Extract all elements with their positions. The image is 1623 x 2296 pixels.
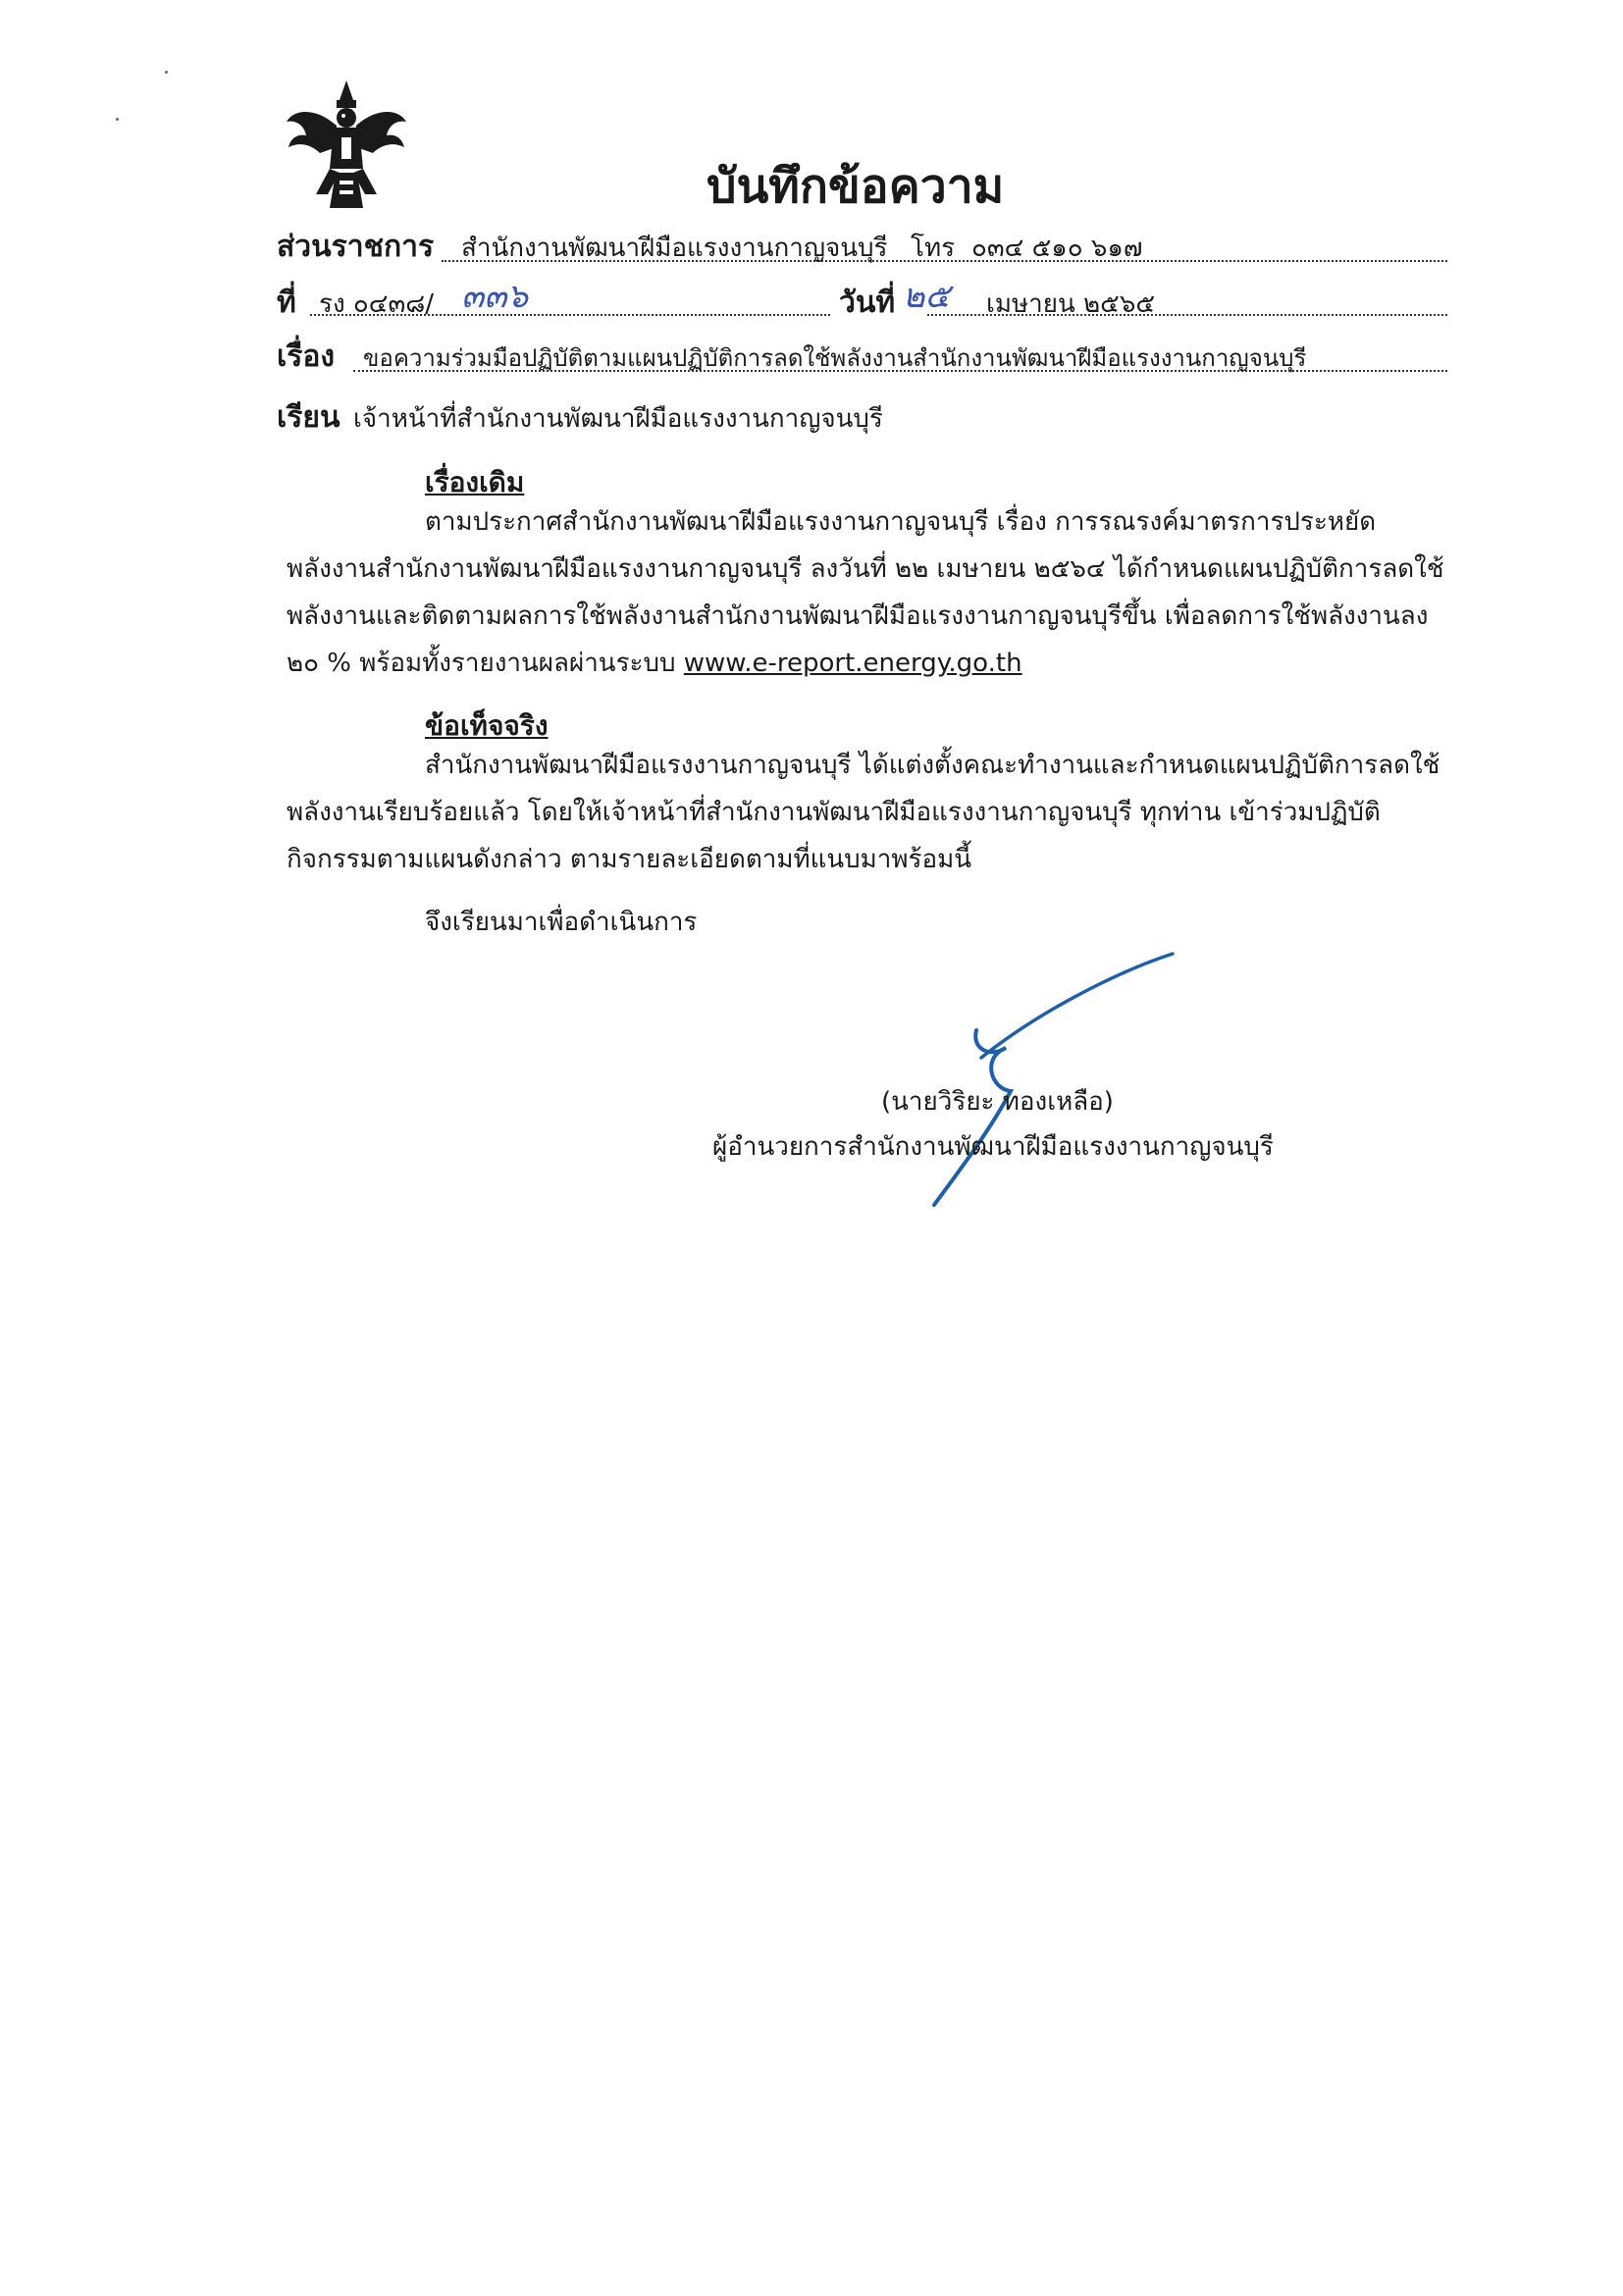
ref-value: รง ๐๔๓๘/ [319,289,435,319]
facts-line-1: สำนักงานพัฒนาฝีมือแรงงานกาญจนบุรี ได้แต่งตั้งคณะทำงานและกำหนดแผนปฏิบัติการลดใช้ [425,751,1440,780]
signature-stroke [844,942,1197,1207]
facts-line-2: พลังงานเรียบร้อยแล้ว โดยให้เจ้าหน้าที่สำนักงานพัฒนาฝีมือแรงงานกาญจนบุรี ทุกท่าน เข้าร่วมปฏิบัติ [287,798,1381,827]
ref-handwritten-number: ๓๓๖ [461,277,529,316]
department-label: ส่วนราชการ [277,230,435,264]
closing-text: จึงเรียนมาเพื่อดำเนินการ [425,908,698,937]
background-line-4-text: ๒๐ % พร้อมทั้งรายงานผลผ่านระบบ [287,649,676,678]
background-line-4 [287,640,1022,687]
subject-label: เรื่อง [277,339,336,374]
background-line-3: พลังงานและติดตามผลการใช้พลังงานสำนักงานพัฒนาฝีมือแรงงานกาญจนบุรีขึ้น เพื่อลดการใช้พลังงานลง [287,601,1429,631]
background-line-2: พลังงานสำนักงานพัฒนาฝีมือแรงงานกาญจนบุรี ลงวันที่ ๒๒ เมษายน ๒๕๖๔ ได้กำหนดแผนปฏิบัติการลดใช้ [287,554,1444,584]
subject-value: ขอความร่วมมือปฏิบัติตามแผนปฏิบัติการลดใช้พลังงานสำนักงานพัฒนาฝีมือแรงงานกาญจนบุรี [363,344,1307,372]
scan-speck [116,118,119,121]
phone-value: ๐๓๔ ๕๑๐ ๖๑๗ [971,234,1143,263]
department-value: สำนักงานพัฒนาฝีมือแรงงานกาญจนบุรี [461,234,888,263]
facts-heading: ข้อเท็จจริง [425,709,549,742]
background-line-1: ตามประกาศสำนักงานพัฒนาฝีมือแรงงานกาญจนบุรี เรื่อง การรณรงค์มาตรการประหยัด [425,507,1377,537]
to-label: เรียน [277,400,340,435]
ref-label: ที่ [277,286,296,320]
signatory-position: ผู้อำนวยการสำนักงานพัฒนาฝีมือแรงงานกาญจนบุรี [712,1132,1274,1162]
background-heading: เรื่องเดิม [425,466,525,498]
signatory-name: (นายวิริยะ ทองเหลือ) [881,1087,1114,1117]
memo-title: บันทึกข้อความ [707,159,1005,214]
scan-speck [165,71,168,74]
garuda-emblem-icon [283,78,410,216]
date-day-handwritten: ๒๕ [903,277,951,316]
e-report-link[interactable]: www.e-report.energy.go.th [683,649,1022,678]
phone-label: โทร [911,234,956,263]
date-value: เมษายน ๒๕๖๕ [986,289,1156,319]
to-value: เจ้าหน้าที่สำนักงานพัฒนาฝีมือแรงงานกาญจนบุรี [353,404,883,434]
facts-line-3: กิจกรรมตามแผนดังกล่าว ตามรายละเอียดตามที่แนบมาพร้อมนี้ [287,845,972,874]
date-label: วันที่ [839,286,896,320]
